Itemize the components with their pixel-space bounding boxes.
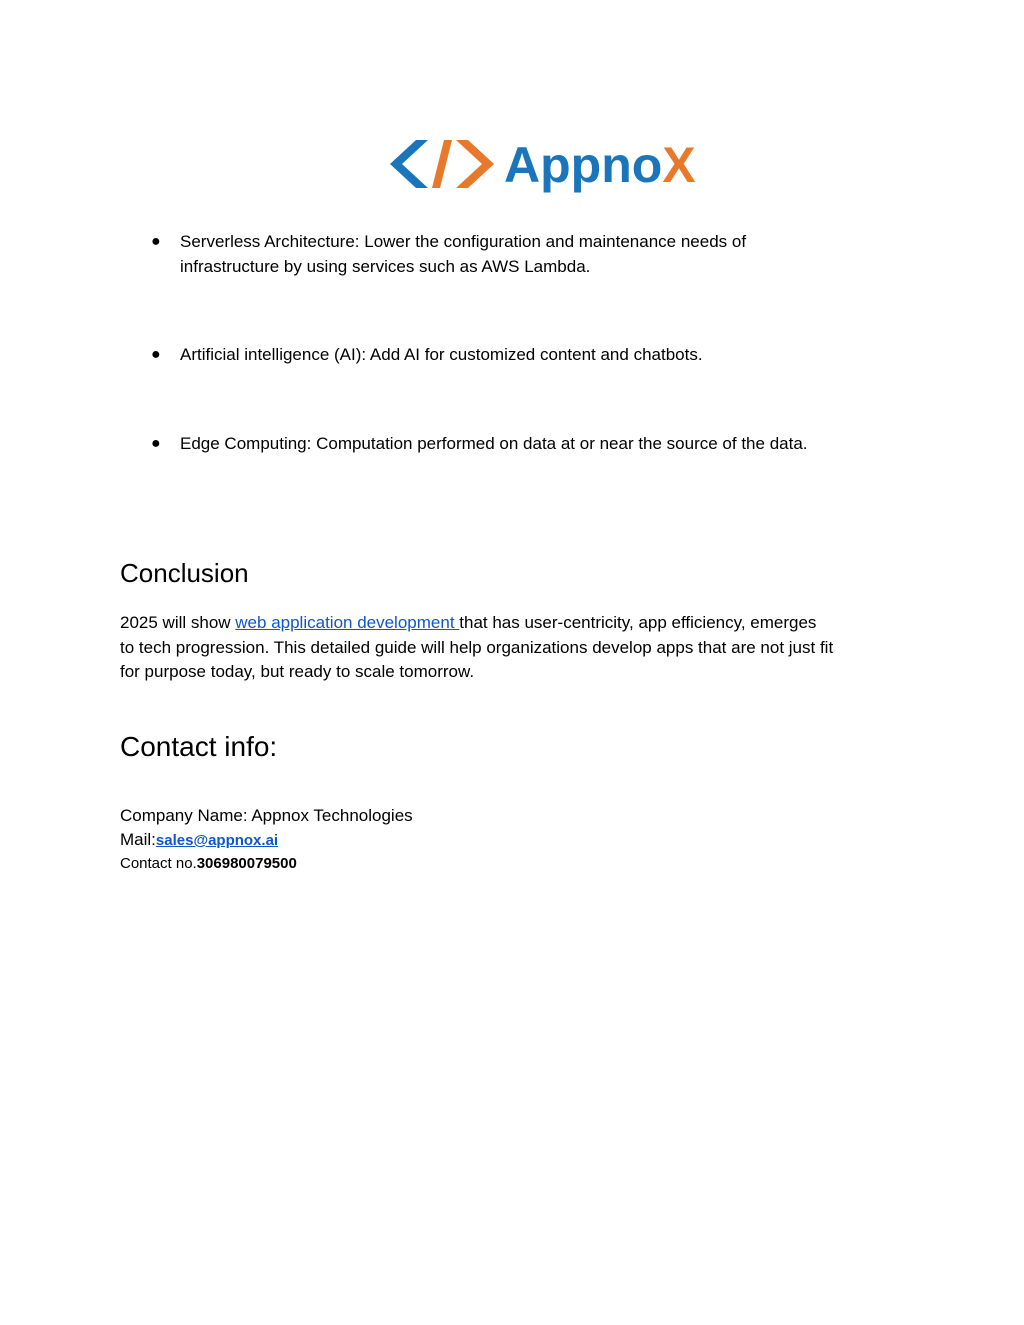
- conclusion-line1-rest: that has user-centricity, app efficiency, emerges: [459, 613, 817, 632]
- bullet-item-serverless: [120, 230, 920, 279]
- conclusion-line-3: for purpose today, but ready to scale tomorrow.: [120, 662, 475, 681]
- feature-bullet-list: [120, 230, 920, 456]
- logo-wordmark-main: Appno: [504, 137, 663, 193]
- bullet-text-line: Serverless Architecture: Lower the configuration and maintenance needs of: [180, 232, 747, 251]
- phone-label: Contact no.: [120, 855, 197, 872]
- bullet-item-edge-computing: [120, 432, 920, 457]
- logo-wordmark: [504, 137, 696, 193]
- bullet-text-line: infrastructure by using services such as AWS Lambda.: [180, 256, 591, 276]
- contact-details: [120, 804, 820, 875]
- logo-left-bracket: [390, 140, 428, 188]
- mail-label: Mail:: [120, 830, 156, 849]
- logo-right-bracket: [456, 140, 494, 188]
- email-link[interactable]: sales@appnox.ai: [155, 832, 279, 849]
- phone-number: 306980079500: [196, 855, 297, 872]
- conclusion-line-2: to tech progression. This detailed guide will help organizations develop apps that are not just fit: [120, 637, 834, 657]
- appnox-logo-graphic: [388, 134, 700, 194]
- bullet-dot: ●: [151, 434, 161, 452]
- conclusion-prefix: 2025 will show: [120, 613, 236, 632]
- logo-wordmark-x: X: [662, 137, 696, 193]
- bullet-dot: ●: [151, 233, 161, 250]
- bullet-text-line: Artificial intelligence (AI): Add AI for customized content and chatbots.: [180, 345, 703, 364]
- phone-line: [120, 853, 820, 875]
- bullet-item-ai: [120, 343, 920, 368]
- web-application-development-link[interactable]: web application development: [235, 613, 460, 632]
- appnox-logo: [388, 134, 700, 194]
- bullet-dot: ●: [151, 346, 161, 363]
- conclusion-paragraph: [120, 611, 920, 685]
- company-name-line: Company Name: Appnox Technologies: [120, 806, 413, 825]
- conclusion-heading: Conclusion: [120, 558, 249, 588]
- logo-slash: [432, 140, 452, 188]
- contact-info-heading: Contact info:: [120, 731, 278, 762]
- conclusion-line-1: [120, 611, 920, 636]
- mail-line: [120, 828, 820, 853]
- bullet-text-line: Edge Computing: Computation performed on data at or near the source of the data.: [180, 433, 808, 453]
